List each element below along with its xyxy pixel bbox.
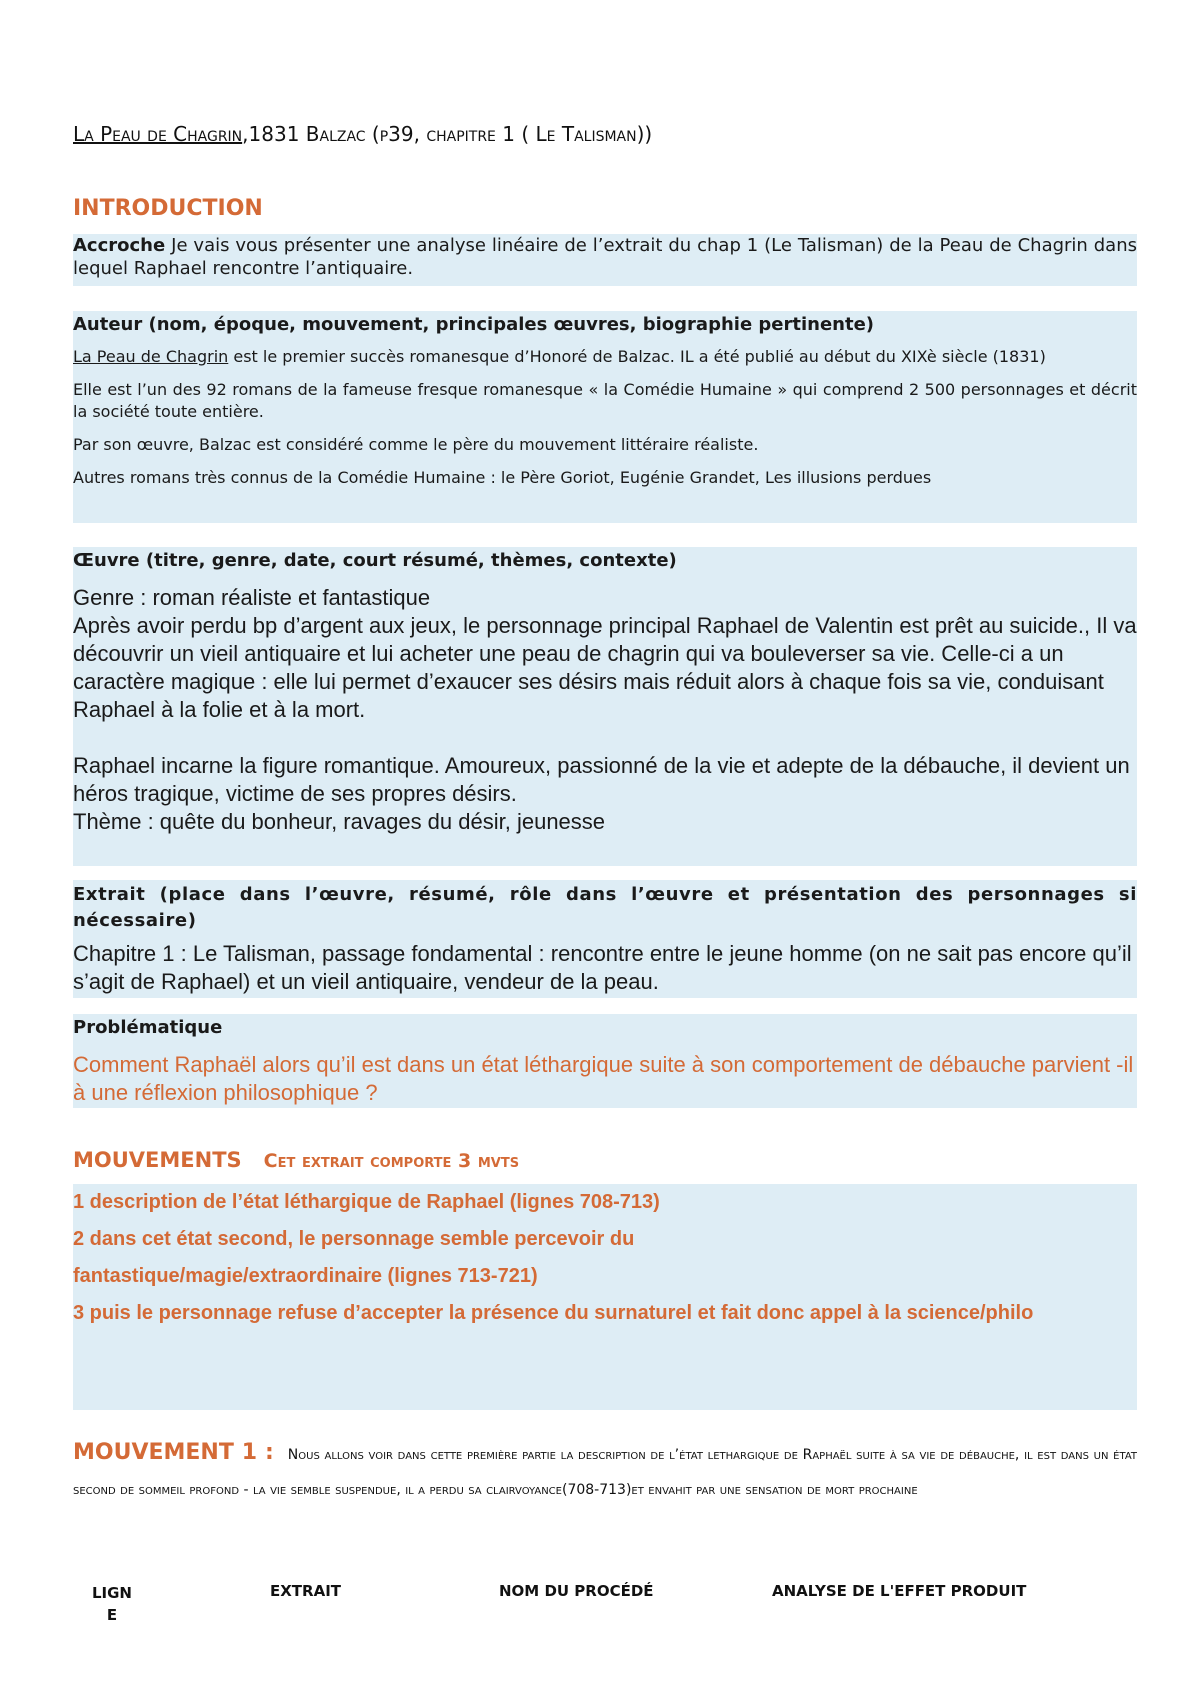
accroche-block	[73, 234, 1137, 286]
problematique-heading: Problématique	[73, 1017, 223, 1038]
introduction-heading: INTRODUCTION	[73, 196, 263, 221]
auteur-book-title: La Peau de Chagrin	[73, 347, 229, 366]
mouvement-1-paragraph	[73, 1436, 1137, 1508]
header-analyse: ANALYSE DE L'EFFET PRODUIT	[772, 1582, 1027, 1600]
mouvements-heading	[73, 1148, 519, 1172]
auteur-paragraph-4: Autres romans très connus de la Comédie Humaine : le Père Goriot, Eugénie Grandet, Les illusions perdues	[73, 468, 932, 487]
extrait-heading: Extrait (place dans l’œuvre, résumé, rôle dans l’œuvre et présentation des personnages si nécessaire)	[73, 884, 1137, 931]
header-procede: NOM DU PROCÉDÉ	[499, 1582, 654, 1600]
document-title	[73, 122, 652, 146]
oeuvre-figure: Raphael incarne la figure romantique. Amoureux, passionné de la vie et adepte de la débauche, il devient un héros tragique, victime de ses propres désirs.	[73, 753, 1130, 806]
problematique-text: Comment Raphaël alors qu’il est dans un état léthargique suite à son comportement de débauche parvient -il à une réflexion philosophique ?	[73, 1052, 1134, 1105]
mouvement-item: 3 puis le personnage refuse d’accepter la présence du surnaturel et fait donc appel à la science/philo	[73, 1302, 1034, 1324]
problematique-block	[73, 1014, 1137, 1108]
oeuvre-resume: Après avoir perdu bp d’argent aux jeux, le personnage principal Raphael de Valentin est prêt au suicide., Il va découvrir un vieil antiquaire et lui acheter une peau de chagrin qui va bouleverser sa vie. Celle-ci a un caractère magique : elle lui permet d’exaucer ses désirs mais réduit alors à chaque fois sa vie, conduisant Raphael à la folie et à la mort.	[73, 613, 1137, 722]
accroche-label: Accroche	[73, 235, 166, 256]
mouvements-block	[73, 1184, 1137, 1410]
oeuvre-genre: Genre : roman réaliste et fantastique	[73, 585, 431, 610]
auteur-heading: Auteur (nom, époque, mouvement, principales œuvres, biographie pertinente)	[73, 314, 875, 335]
extrait-text: Chapitre 1 : Le Talisman, passage fondamental : rencontre entre le jeune homme (on ne sait pas encore qu’il s’agit de Raphael) et un vieil antiquaire, vendeur de la peau.	[73, 941, 1132, 994]
book-title: La Peau de Chagrin	[73, 122, 243, 146]
auteur-p1-text: est le premier succès romanesque d’Honoré de Balzac. IL a été publié au début du XIXè siècle (1831)	[228, 347, 1046, 366]
mouvements-title: MOUVEMENTS	[73, 1148, 242, 1172]
auteur-paragraph-3: Par son œuvre, Balzac est considéré comme le père du mouvement littéraire réaliste.	[73, 435, 759, 454]
mouvement-item: 1 description de l’état léthargique de Raphael (lignes 708-713)	[73, 1191, 660, 1213]
oeuvre-block	[73, 547, 1137, 866]
mouvement-1-text: Nous allons voir dans cette première partie la description de l’état lethargique de Raphaël suite à sa vie de débauche, il est dans un état second de sommeil profond - la vie semble suspendue, il a perdu sa clairvoyance(708-713)et envahit par une sensation de mort prochaine	[73, 1447, 1138, 1498]
mouvement-1-label: MOUVEMENT 1 :	[73, 1440, 274, 1465]
auteur-block	[73, 311, 1137, 523]
accroche-paragraph	[73, 234, 1137, 280]
mouvement-item: 2 dans cet état second, le personnage semble percevoir du fantastique/magie/extraordinaire (lignes 713-721)	[73, 1228, 635, 1287]
oeuvre-theme: Thème : quête du bonheur, ravages du désir, jeunesse	[73, 809, 606, 834]
header-extrait: EXTRAIT	[270, 1582, 342, 1600]
extrait-block	[73, 880, 1137, 998]
mouvements-subtitle: Cet extrait comporte 3 mvts	[263, 1150, 520, 1172]
oeuvre-heading: Œuvre (titre, genre, date, court résumé, thèmes, contexte)	[73, 550, 677, 571]
accroche-text: Je vais vous présenter une analyse linéaire de l’extrait du chap 1 (Le Talisman) de la Peau de Chagrin dans lequel Raphael rencontre l’antiquaire.	[73, 235, 1137, 279]
auteur-paragraph-2: Elle est l’un des 92 romans de la fameuse fresque romanesque « la Comédie Humaine » qui comprend 2 500 personnages et décrit la société toute entière.	[73, 380, 1137, 421]
header-ligne: LIGN E	[91, 1584, 132, 1624]
title-rest: ,1831 Balzac (p39, chapitre 1 ( Le Talisman))	[242, 122, 653, 146]
auteur-paragraph-1	[73, 346, 1137, 368]
